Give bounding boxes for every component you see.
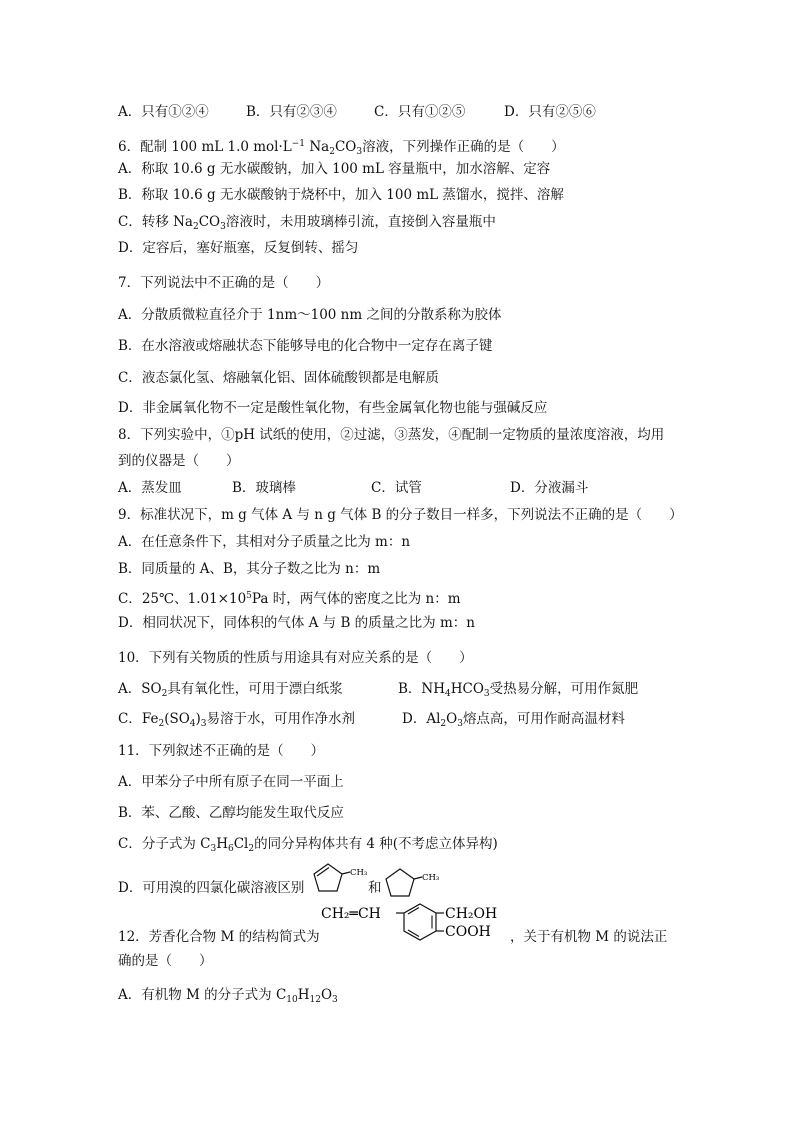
- q5-option-d: D．只有②⑤⑥: [504, 104, 596, 120]
- ch3-label-2: CH₃: [422, 873, 440, 883]
- methylcyclopentane-structure: [380, 866, 440, 900]
- q12-stem-part2: ，关于有机物 M 的说法正: [510, 929, 668, 945]
- hydroxymethyl-label: CH₂OH: [445, 906, 498, 922]
- q7-option-c: C．液态氯化氢、熔融氧化铝、固体硫酸钡都是电解质: [118, 370, 439, 386]
- q8-option-d: D．分液漏斗: [510, 480, 589, 496]
- q5-option-b: B．只有②③④: [246, 104, 337, 120]
- methylcyclopentene-structure: [308, 858, 368, 900]
- q9-option-c: C．25℃、$1.01\times 10^5Pa$ 时，两气体的密度之比为 n：m: [118, 591, 461, 607]
- q10-option-b: B．$NH_4HCO_3$受热易分解，可用作氮肥: [398, 681, 639, 699]
- q5-option-c: C．只有①②⑤: [374, 104, 466, 120]
- q10-stem: 10．下列有关物质的性质与用途具有对应关系的是（ ）: [118, 650, 473, 666]
- vinyl-group-label: CH₂═CH: [321, 906, 381, 922]
- q11-and-word: 和: [368, 880, 382, 896]
- q9-option-b: B．同质量的 A、B，其分子数之比为 n：m: [118, 561, 381, 577]
- q8-stem-line1: 8．下列实验中，①pH 试纸的使用，②过滤，③蒸发，④配制一定物质的量浓度溶液，均用: [118, 427, 665, 443]
- q12-option-a: A．有机物 M 的分子式为 $C_{10}H_{12}O_3$: [118, 987, 338, 1005]
- q11-option-a: A．甲苯分子中所有原子在同一平面上: [118, 774, 344, 790]
- q7-stem: 7．下列说法中不正确的是（ ）: [118, 275, 330, 291]
- q10-option-d: D．$Al_2O_3$熔点高，可用作耐高温材料: [402, 711, 625, 729]
- q6-option-b: B．称取 10.6 g 无水碳酸钠于烧杯中，加入 100 mL 蒸馏水，搅拌、溶解: [118, 187, 564, 203]
- q11-option-b: B．苯、乙酸、乙醇均能发生取代反应: [118, 805, 344, 821]
- q12-stem-part1: 12．芳香化合物 M 的结构简式为: [118, 929, 320, 945]
- ch3-label-1: CH₃: [350, 868, 368, 878]
- q5-option-a: A．只有①②④: [118, 104, 209, 120]
- q9-option-a: A．在任意条件下，其相对分子质量之比为 m：n: [118, 534, 411, 550]
- q6-option-c: C．转移 $Na_2CO_3$溶液时，未用玻璃棒引流，直接倒入容量瓶中: [118, 214, 496, 232]
- q11-option-c: C．分子式为 $C_3H_6Cl_2$的同分异构体共有 4 种(不考虑立体异构): [118, 836, 498, 854]
- carboxyl-label: COOH: [445, 924, 491, 940]
- q8-option-c: C．试管: [371, 480, 422, 496]
- q9-option-d: D．相同状况下，同体积的气体 A 与 B 的质量之比为 m：n: [118, 615, 475, 631]
- q10-option-a: A．$SO_2$具有氧化性，可用于漂白纸浆: [118, 681, 343, 699]
- q10-option-c: C．$Fe_2(SO_4)_3$易溶于水，可用作净水剂: [118, 711, 356, 729]
- q7-option-d: D．非金属氧化物不一定是酸性氧化物，有些金属氧化物也能与强碱反应: [118, 400, 548, 416]
- q11-stem: 11．下列叙述不正确的是（ ）: [118, 743, 325, 759]
- q8-stem-line2: 到的仪器是（ ）: [118, 453, 240, 469]
- q6-option-d: D．定容后，塞好瓶塞，反复倒转、摇匀: [118, 240, 359, 256]
- q7-option-a: A．分散质微粒直径介于 1nm～100 nm 之间的分散系称为胶体: [118, 307, 502, 323]
- q6-stem: 6．配制 100 mL 1.0 $mol\cdot L^{-1}$ $Na_2CO_3$溶液，下列操作正确的是（ ）: [118, 139, 565, 157]
- q7-option-b: B．在水溶液或熔融状态下能够导电的化合物中一定存在离子键: [118, 338, 493, 354]
- compound-m-structure: [320, 897, 520, 947]
- q11-option-d: D．可用溴的四氯化碳溶液区别: [118, 880, 305, 896]
- q8-option-b: B．玻璃棒: [232, 480, 296, 496]
- q9-stem: 9．标准状况下，m g 气体 A 与 n g 气体 B 的分子数目一样多，下列说法不正确的是（ ）: [118, 507, 683, 523]
- q6-option-a: A．称取 10.6 g 无水碳酸钠，加入 100 mL 容量瓶中，加水溶解、定容: [118, 161, 551, 177]
- q12-stem-line2: 确的是（ ）: [118, 953, 213, 969]
- q8-option-a: A．蒸发皿: [118, 480, 182, 496]
